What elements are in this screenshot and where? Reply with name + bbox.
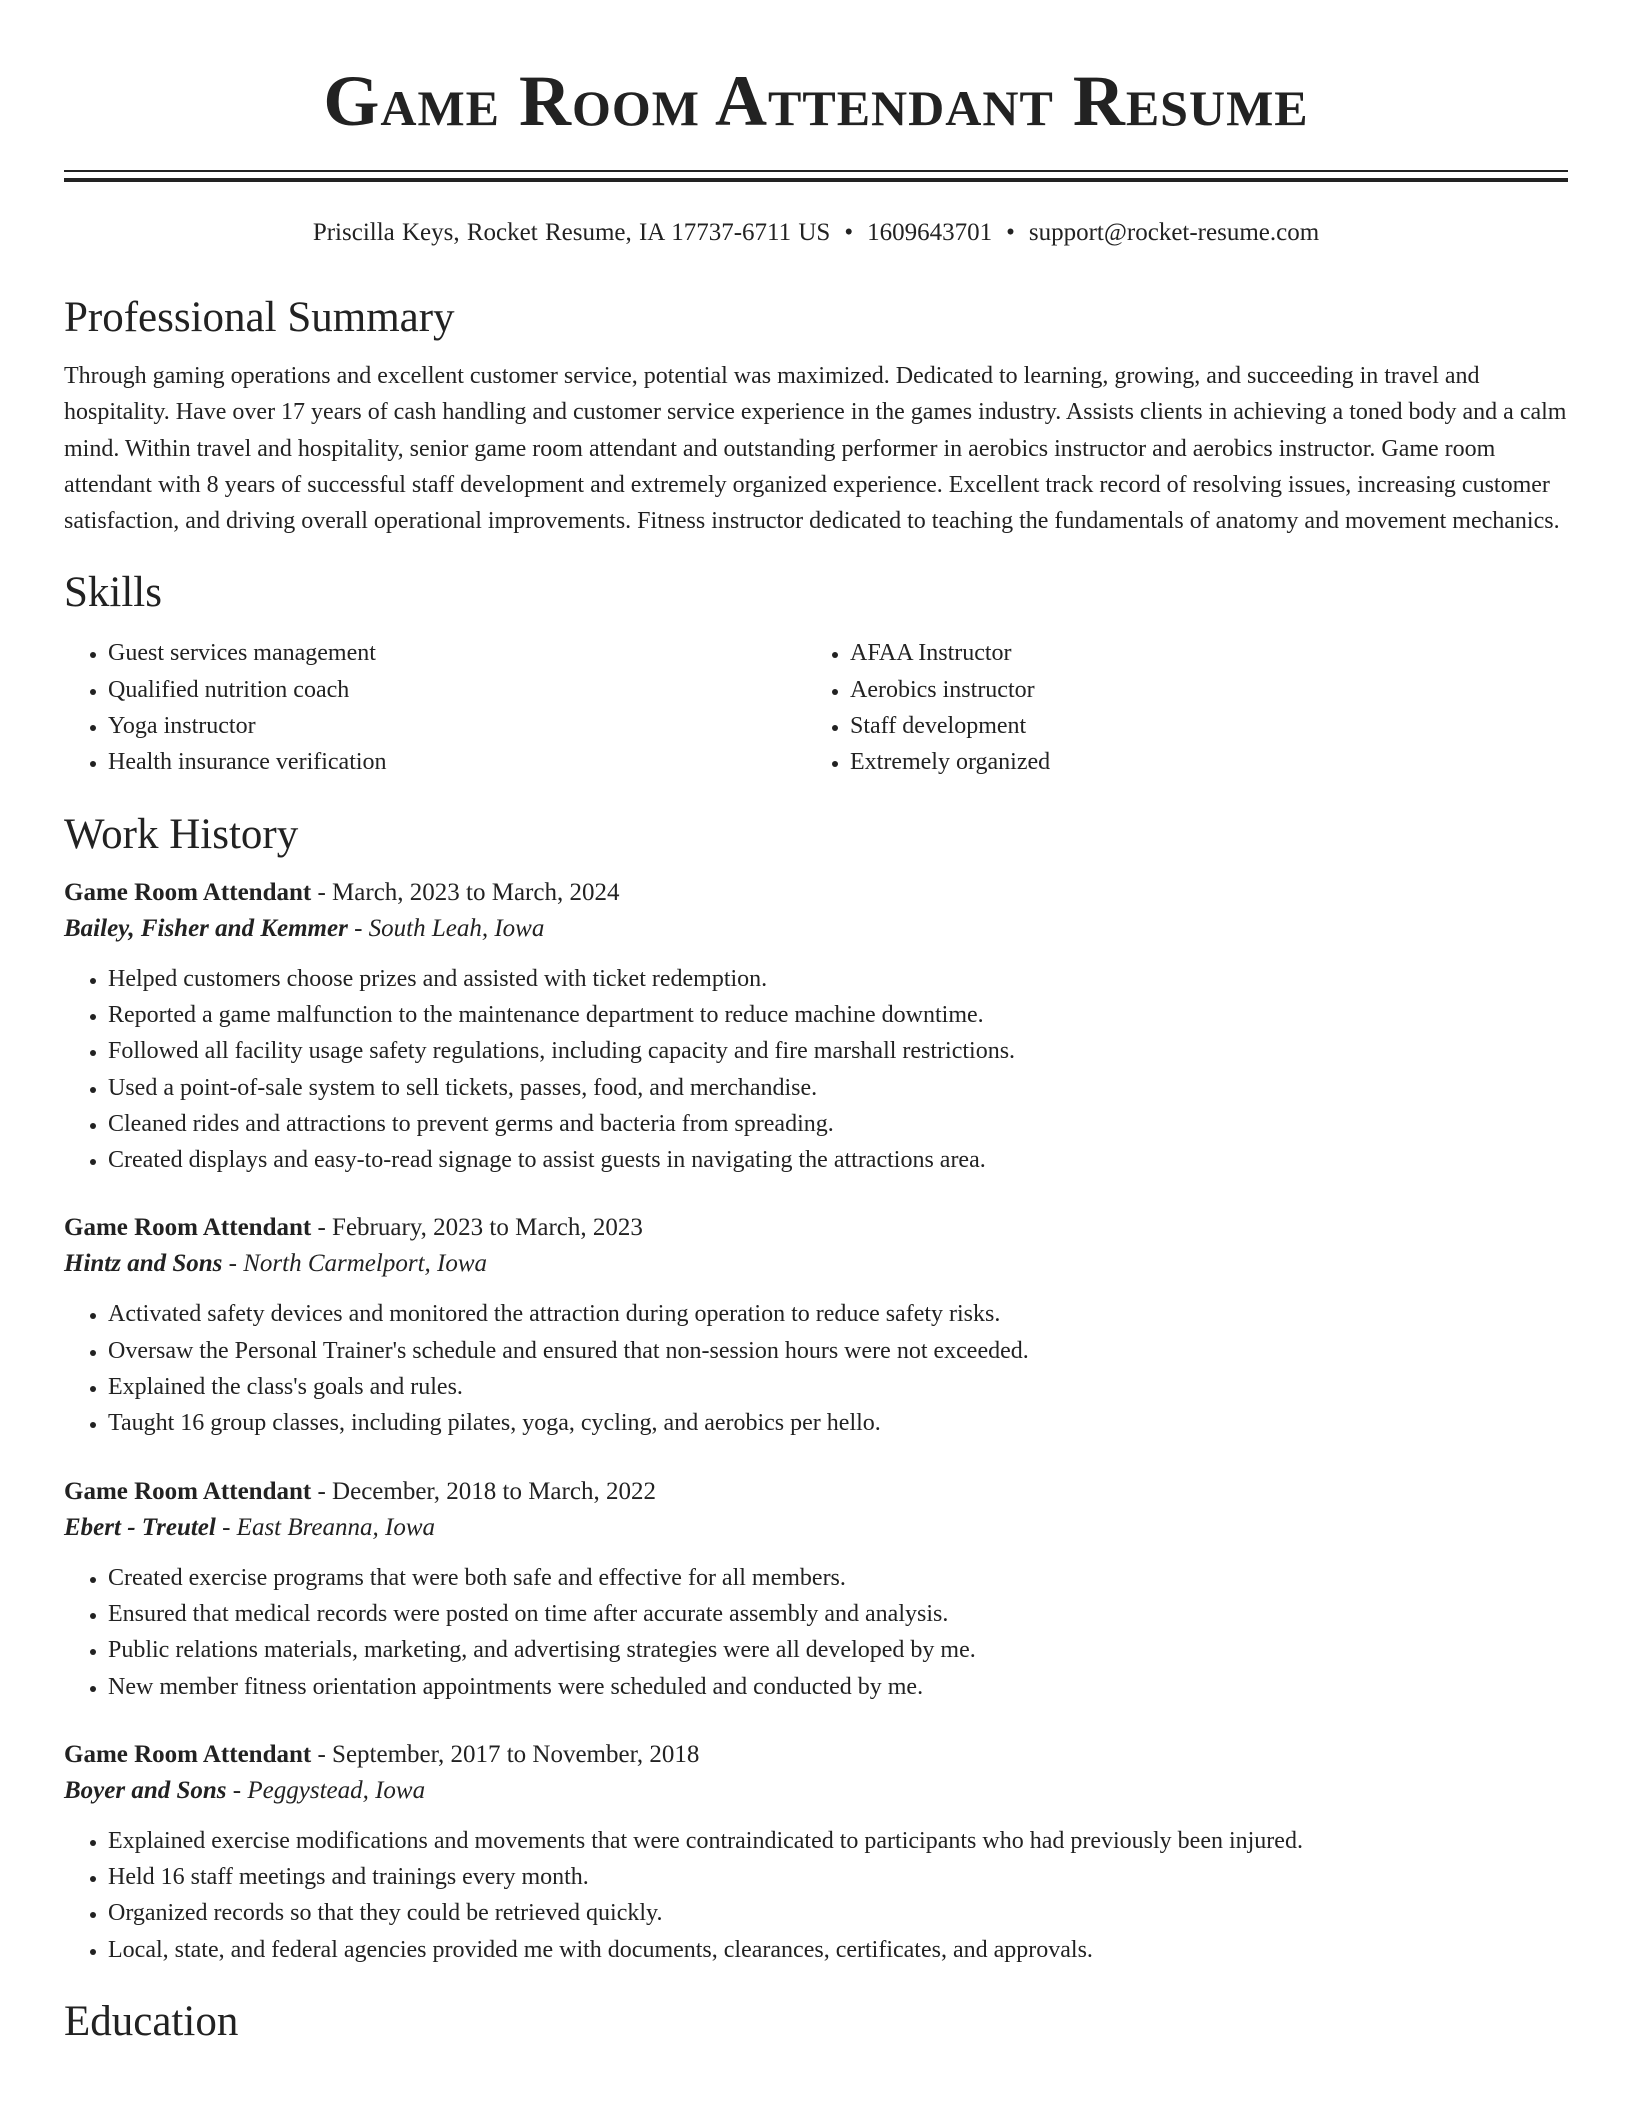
job-employer: [64, 1246, 1568, 1282]
job-company: Ebert - Treutel: [64, 1513, 216, 1541]
job-bullet: • Organized records so that they could be retrieved quickly.: [108, 1895, 1568, 1931]
job-entry: [64, 1210, 1568, 1441]
job-location: - South Leah, Iowa: [347, 914, 545, 942]
section-heading-skills: Skills: [64, 569, 162, 617]
skills-list: [64, 635, 1568, 780]
job-header: [64, 1737, 1568, 1773]
contact-email: support@rocket-resume.com: [1028, 219, 1320, 246]
section-heading-work-history: Work History: [64, 810, 299, 858]
job-employer: [64, 1773, 1568, 1809]
job-bullets: [64, 961, 1568, 1179]
contact-line: [64, 216, 1568, 250]
job-entry: [64, 1737, 1568, 1968]
skill-item: • Guest services management: [108, 635, 806, 671]
job-bullet: • Explained the class's goals and rules.: [108, 1369, 1568, 1405]
skills-column-right: [806, 635, 1548, 780]
job-bullet: • Helped customers choose prizes and assisted with ticket redemption.: [108, 961, 1568, 997]
job-bullet: • Held 16 staff meetings and trainings every month.: [108, 1859, 1568, 1895]
job-employer: [64, 1510, 1568, 1546]
job-bullet: • New member fitness orientation appointments were scheduled and conducted by me.: [108, 1669, 1568, 1705]
job-entry: [64, 875, 1568, 1179]
section-heading-summary: Professional Summary: [64, 294, 455, 341]
job-bullet: • Created displays and easy-to-read signage to assist guests in navigating the attractions area.: [108, 1142, 1568, 1178]
job-dates: - March, 2023 to March, 2024: [311, 878, 620, 906]
job-bullets: [64, 1823, 1568, 1968]
skill-item: • Health insurance verification: [108, 744, 806, 780]
job-role: Game Room Attendant: [64, 1214, 312, 1242]
skill-item: • Yoga instructor: [108, 708, 806, 744]
job-location: - Peggystead, Iowa: [226, 1776, 426, 1804]
contact-separator: •: [1006, 219, 1015, 246]
job-bullet: • Oversaw the Personal Trainer's schedule and ensured that non-session hours were not exceeded.: [108, 1333, 1568, 1369]
job-bullet: • Followed all facility usage safety regulations, including capacity and fire marshall restrictions.: [108, 1033, 1568, 1069]
contact-phone: 1609643701: [867, 219, 993, 246]
job-bullets: [64, 1560, 1568, 1705]
job-header: [64, 1210, 1568, 1246]
job-bullet: • Activated safety devices and monitored the attraction during operation to reduce safety risks.: [108, 1296, 1568, 1332]
job-company: Boyer and Sons: [64, 1776, 227, 1804]
job-bullet: • Created exercise programs that were both safe and effective for all members.: [108, 1560, 1568, 1596]
job-header: [64, 875, 1568, 911]
job-employer: [64, 911, 1568, 947]
contact-address: Priscilla Keys, Rocket Resume, IA 17737-6711 US: [312, 219, 831, 246]
job-dates: - September, 2017 to November, 2018: [311, 1740, 700, 1768]
job-company: Bailey, Fisher and Kemmer: [64, 914, 348, 942]
job-role: Game Room Attendant: [64, 878, 312, 906]
job-company: Hintz and Sons: [64, 1250, 223, 1278]
job-location: - North Carmelport, Iowa: [222, 1250, 488, 1278]
title-divider: [64, 170, 1568, 182]
skill-item: • AFAA Instructor: [850, 635, 1548, 671]
skill-item: • Staff development: [850, 708, 1548, 744]
job-bullet: • Cleaned rides and attractions to prevent germs and bacteria from spreading.: [108, 1106, 1568, 1142]
section-heading-education: Education: [64, 1998, 239, 2046]
skill-item: • Extremely organized: [850, 744, 1548, 780]
contact-separator: •: [844, 219, 854, 246]
job-bullet: • Reported a game malfunction to the maintenance department to reduce machine downtime.: [108, 997, 1568, 1033]
job-bullet: • Local, state, and federal agencies provided me with documents, clearances, certificates, and approvals.: [108, 1932, 1568, 1968]
job-bullet: • Public relations materials, marketing, and advertising strategies were all developed by me.: [108, 1632, 1568, 1668]
skills-column-left: [64, 635, 806, 780]
skill-item: • Aerobics instructor: [850, 672, 1548, 708]
job-bullet: • Taught 16 group classes, including pilates, yoga, cycling, and aerobics per hello.: [108, 1405, 1568, 1441]
job-entry: [64, 1474, 1568, 1705]
job-header: [64, 1474, 1568, 1510]
job-role: Game Room Attendant: [64, 1740, 312, 1768]
job-role: Game Room Attendant: [64, 1477, 312, 1505]
job-bullets: [64, 1296, 1568, 1441]
summary-text: Through gaming operations and excellent customer service, potential was maximized. Dedicated to learning, growing, and succeeding in travel and hospitality. Have over 17 years of cash handling and customer service experience in the games industry. Assists clients in achieving a toned body and a calm mind. Within travel and hospitality, senior game room attendant and outstanding performer in aerobics instructor and aerobics instructor. Game room attendant with 8 years of successful staff development and extremely organized experience. Excellent track record of resolving issues, increasing customer satisfaction, and driving overall operational improvements. Fitness instructor dedicated to teaching the fundamentals of anatomy and movement mechanics.: [64, 363, 1567, 535]
skill-item: • Qualified nutrition coach: [108, 672, 806, 708]
job-dates: - December, 2018 to March, 2022: [311, 1477, 656, 1505]
job-dates: - February, 2023 to March, 2023: [311, 1214, 643, 1242]
resume-title: Game Room Attendant Resume: [323, 61, 1309, 141]
job-location: - East Breanna, Iowa: [215, 1513, 436, 1541]
job-bullet: • Used a point-of-sale system to sell tickets, passes, food, and merchandise.: [108, 1070, 1568, 1106]
job-bullet: • Explained exercise modifications and movements that were contraindicated to participants who had previously been injured.: [108, 1823, 1568, 1859]
job-bullet: • Ensured that medical records were posted on time after accurate assembly and analysis.: [108, 1596, 1568, 1632]
